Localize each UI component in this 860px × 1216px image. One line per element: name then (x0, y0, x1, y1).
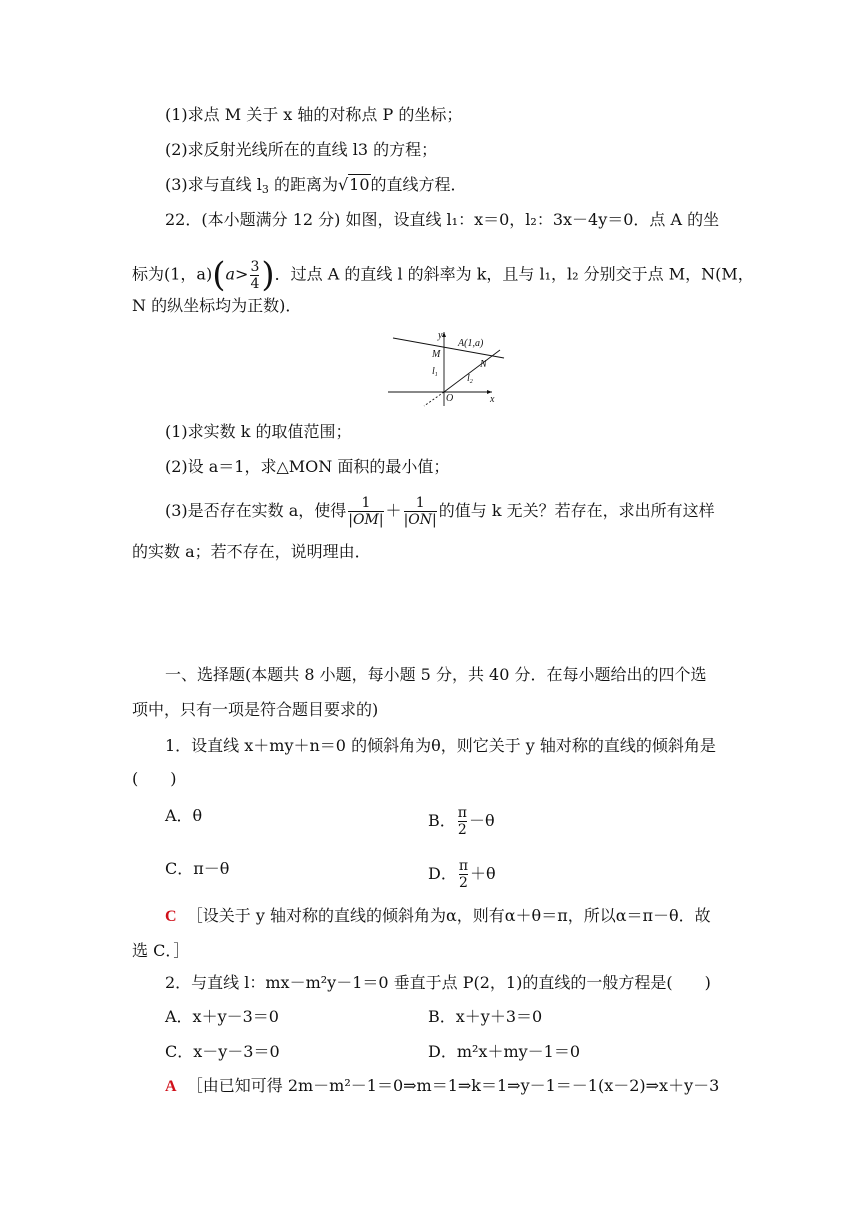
y-axis-arrow (442, 332, 446, 337)
q2-explanation: A ［由已知可得 2m－m²－1＝0⇒m＝1⇒k＝1⇒y－1＝－1(x－2)⇒x＋y－3 (165, 1076, 720, 1095)
q1-answer: C (165, 908, 177, 925)
fraction-one-over-om: $\frac{1}{|OM|}$ (348, 495, 384, 528)
label-N: N (480, 359, 487, 370)
q2-stem: 2．与直线 l：mx－m²y－1＝0 垂直于点 P(2，1)的直线的一般方程是( ) (165, 973, 711, 992)
sqrt-ten: 10 (349, 175, 370, 194)
q22-figure (388, 330, 508, 408)
section-heading-line2: 项中，只有一项是符合题目要求的) (132, 700, 379, 719)
fraction-one-over-on: $\frac{1}{|ON|}$ (403, 495, 437, 528)
label-y: y (438, 330, 443, 341)
q2-option-c: C．x－y－3＝0 (165, 1042, 280, 1061)
label-x: x (490, 394, 495, 405)
q1-option-d: D． $\frac{\pi}{2}$ ＋θ (428, 858, 496, 891)
q1-explanation-line1: C ［设关于 y 轴对称的直线的倾斜角为α，则有α＋θ＝π，所以α＝π－θ．故 (165, 906, 711, 925)
line-l2-dashed (424, 392, 444, 406)
label-l2: $l_2$ (467, 373, 473, 385)
label-l1: $l_1$ (432, 366, 438, 378)
fraction-three-quarters: $\frac{3}{4}$ (250, 258, 260, 292)
q22-line2: 标为(1，a)(a> $\frac{3}{4}$ )．过点 A 的直线 l 的斜率为 k，且与 l₁，l₂ 分别交于点 M，N(M， (132, 255, 754, 295)
q22-part2: (2)设 a＝1，求△MON 面积的最小值； (165, 457, 450, 476)
line-l (393, 338, 504, 358)
q2-option-b: B．x＋y＋3＝0 (428, 1007, 543, 1026)
q22-line1: 22．(本小题满分 12 分) 如图，设直线 l₁：x＝0，l₂：3x－4y＝0．点 A 的坐 (165, 210, 720, 229)
label-A: A(1,a) (458, 338, 484, 349)
q2-option-a: A．x＋y－3＝0 (165, 1007, 279, 1026)
q22-line3: N 的纵坐标均为正数)． (132, 296, 302, 315)
q2-answer: A (165, 1078, 177, 1095)
q1-stem-line2: ( ) (132, 769, 177, 788)
q1-option-b: B． $\frac{\pi}{2}$ －θ (428, 805, 495, 838)
q1-option-a: A．θ (165, 806, 203, 825)
q21-part3: (3)求与直线 $l_3$ 的距离为√10的直线方程． (165, 175, 467, 196)
q21-part2: (2)求反射光线所在的直线 l3 的方程； (165, 140, 438, 159)
q1-explanation-line2: 选 C．］ (132, 941, 190, 960)
q1-stem-line1: 1．设直线 x＋my＋n＝0 的倾斜角为θ，则它关于 y 轴对称的直线的倾斜角是 (165, 736, 716, 755)
label-O: O (446, 393, 454, 404)
q21-part1: (1)求点 M 关于 x 轴的对称点 P 的坐标； (165, 105, 463, 124)
q1-option-c: C．π－θ (165, 859, 230, 878)
line-l2 (444, 350, 500, 392)
q22-part3: (3)是否存在实数 a，使得 $\frac{1}{|OM|}$ ＋ $\frac{1}{|ON|}$ 的值与 k 无关？若存在，求出所有这样 (165, 495, 715, 528)
label-M: M (432, 349, 441, 360)
q22-part3-line2: 的实数 a；若不存在，说明理由． (132, 542, 371, 561)
section-heading-line1: 一、选择题(本题共 8 小题，每小题 5 分，共 40 分．在每小题给出的四个选 (165, 665, 707, 684)
q2-option-d: D．m²x＋my－1＝0 (428, 1042, 581, 1061)
q22-part1: (1)求实数 k 的取值范围； (165, 422, 352, 441)
